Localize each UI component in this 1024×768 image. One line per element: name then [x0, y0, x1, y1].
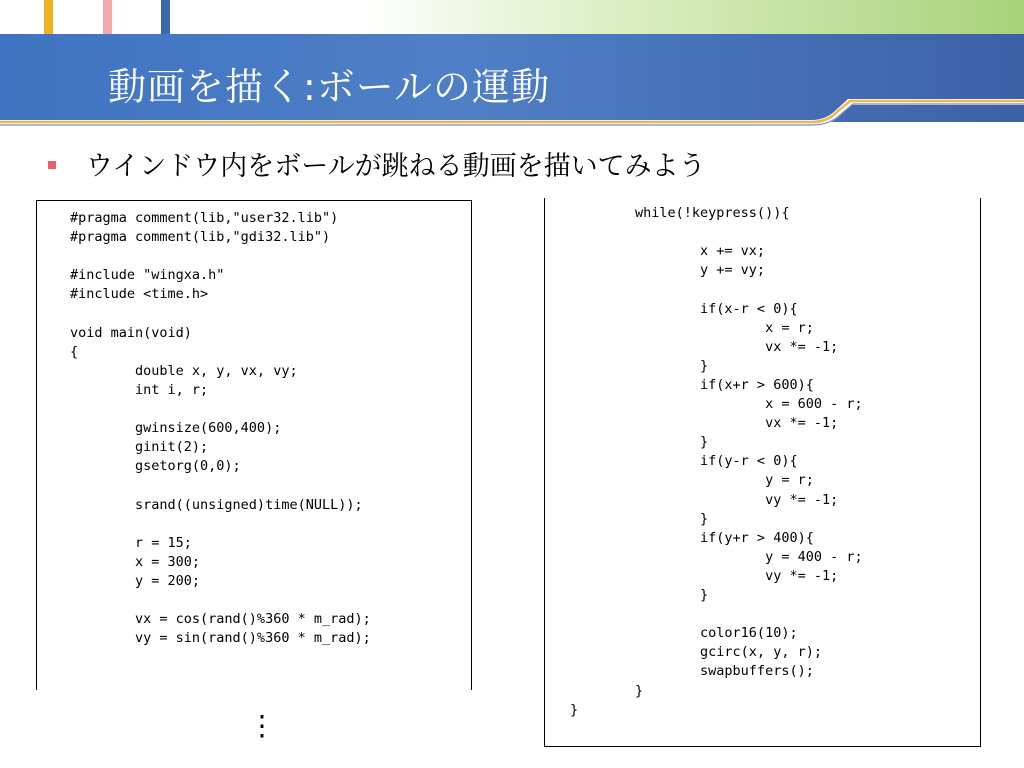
code-line: x = 600 - r;: [570, 396, 863, 412]
code-line: vx *= -1;: [570, 415, 839, 432]
header-gradient-strip: [0, 0, 1024, 34]
code-panel-left: [36, 200, 472, 690]
code-line: y = 400 - r;: [570, 548, 863, 565]
code-line: if(y-r < 0){: [570, 453, 798, 470]
code-line: y = r;: [570, 472, 814, 489]
code-line: y = 200;: [70, 572, 201, 589]
code-line: }: [570, 357, 709, 374]
code-line: void main(void): [70, 324, 192, 341]
code-line: vy = sin(rand()%360 * m_rad);: [70, 630, 371, 647]
code-line: r = 15;: [70, 534, 192, 551]
code-line: if(x+r > 600){: [570, 376, 814, 393]
continuation-ellipsis: ⋮: [248, 709, 276, 742]
code-line: vy *= -1;: [570, 491, 839, 508]
bullet-text: ウインドウ内をボールが跳ねる動画を描いてみよう: [86, 151, 706, 182]
code-line: gwinsize(600,400);: [70, 420, 282, 437]
code-line: #include "wingxa.h": [70, 267, 225, 284]
code-line: if(x-r < 0){: [570, 300, 798, 317]
code-line: double x, y, vx, vy;: [70, 362, 298, 379]
code-line: if(y+r > 400){: [570, 529, 814, 546]
code-line: color16(10);: [570, 625, 798, 642]
code-line: }: [570, 682, 644, 699]
code-line: gcirc(x, y, r);: [570, 644, 822, 661]
code-line: int i, r;: [70, 381, 209, 398]
code-line: #pragma comment(lib,"user32.lib"): [70, 210, 339, 226]
code-line: x = r;: [570, 319, 814, 336]
code-line: {: [70, 343, 79, 360]
code-line: }: [570, 510, 709, 527]
code-line: vy *= -1;: [570, 567, 839, 584]
code-line: vx *= -1;: [570, 338, 839, 355]
code-line: swapbuffers();: [570, 663, 814, 680]
code-line: }: [570, 701, 579, 718]
accent-bar-blue: [161, 0, 170, 34]
bullet-marker: [48, 161, 56, 169]
code-panel-right: [544, 198, 981, 747]
code-line: x += vx;: [570, 243, 766, 260]
accent-bar-pink: [103, 0, 112, 34]
code-line: vx = cos(rand()%360 * m_rad);: [70, 611, 371, 628]
code-line: while(!keypress()){: [570, 205, 790, 221]
accent-bar-orange: [44, 0, 53, 34]
code-line: }: [570, 434, 709, 451]
code-line: gsetorg(0,0);: [70, 458, 241, 475]
code-line: #pragma comment(lib,"gdi32.lib"): [70, 229, 331, 246]
code-line: }: [570, 587, 709, 603]
code-line: x = 300;: [70, 553, 201, 570]
title-underline: [0, 96, 1024, 136]
code-line: y += vy;: [570, 262, 766, 279]
slide-title: 動画を描く:ボールの運動: [108, 65, 551, 109]
code-line: srand((unsigned)time(NULL));: [70, 496, 363, 513]
code-line: #include <time.h>: [70, 286, 209, 303]
code-line: ginit(2);: [70, 439, 209, 456]
